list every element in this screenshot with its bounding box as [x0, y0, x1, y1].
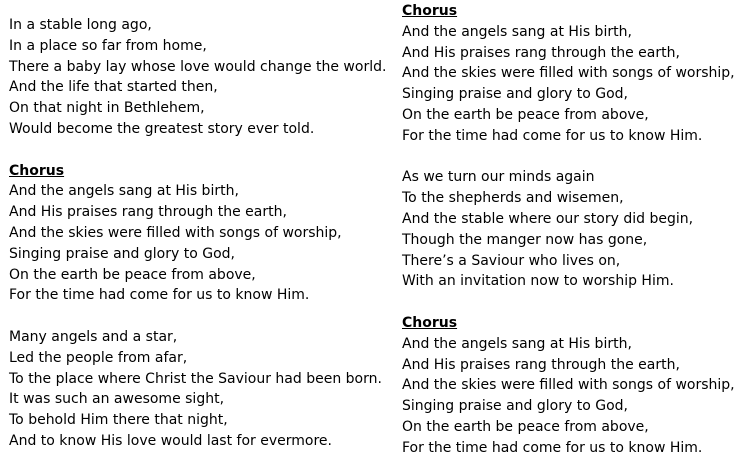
lyric-line: There’s a Saviour who lives on, — [402, 252, 621, 269]
chorus-heading: Chorus — [9, 162, 65, 179]
lyric-line: Though the manger now has gone, — [402, 231, 648, 248]
lyric-line: Singing praise and glory to God, — [402, 398, 628, 415]
lyric-line: Singing praise and glory to God, — [9, 245, 235, 262]
lyric-line: There a baby lay whose love would change the world. — [9, 58, 387, 75]
lyric-line: On the earth be peace from above, — [402, 106, 649, 123]
lyric-line: Many angels and a star, — [9, 328, 178, 345]
verse-3 — [402, 167, 737, 292]
chorus-2 — [402, 1, 737, 147]
chorus-heading: Chorus — [402, 314, 458, 331]
lyric-line: On the earth be peace from above, — [402, 418, 649, 435]
lyric-line: Singing praise and glory to God, — [402, 86, 628, 103]
lyric-line: And to know His love would last for evermore. — [9, 432, 332, 449]
lyric-line: And the angels sang at His birth, — [402, 335, 632, 352]
lyric-line: To the place where Christ the Saviour had been born. — [9, 370, 382, 387]
lyric-line: In a place so far from home, — [9, 37, 207, 54]
lyric-line: And His praises rang through the earth, — [402, 44, 680, 61]
lyric-line: In a stable long ago, — [9, 17, 152, 33]
lyric-line: It was such an awesome sight, — [9, 391, 225, 408]
lyric-line: To the shepherds and wisemen, — [402, 190, 624, 207]
lyric-line: For the time had come for us to know Him. — [9, 287, 310, 304]
lyric-line: And the skies were filled with songs of worship, — [9, 224, 342, 241]
lyric-line: To behold Him there that night, — [9, 412, 228, 429]
chorus-1 — [9, 161, 389, 307]
lyric-line: Led the people from afar, — [9, 349, 188, 366]
lyric-line: For the time had come for us to know Him. — [402, 127, 703, 144]
lyric-line: On that night in Bethlehem, — [9, 100, 205, 117]
lyric-line: And His praises rang through the earth, — [9, 204, 287, 221]
lyric-line: For the time had come for us to know Him. — [402, 439, 703, 456]
verse-2 — [9, 327, 389, 452]
verse-1 — [9, 15, 389, 140]
lyric-line: And the life that started then, — [9, 79, 218, 96]
lyric-line: With an invitation now to worship Him. — [402, 273, 674, 290]
lyric-line: On the earth be peace from above, — [9, 266, 256, 283]
lyric-line: As we turn our minds again — [402, 169, 595, 186]
chorus-heading: Chorus — [402, 3, 458, 19]
lyric-line: And the stable where our story did begin, — [402, 210, 694, 227]
lyric-line: And the angels sang at His birth, — [402, 23, 632, 40]
lyric-line: And the skies were filled with songs of worship, — [402, 65, 735, 82]
right-column — [402, 1, 737, 459]
lyric-line: And His praises rang through the earth, — [402, 356, 680, 373]
lyric-line: Would become the greatest story ever told. — [9, 120, 315, 137]
chorus-3 — [402, 313, 737, 459]
left-column — [9, 15, 389, 452]
lyric-line: And the angels sang at His birth, — [9, 183, 239, 200]
lyric-line: And the skies were filled with songs of worship, — [402, 377, 735, 394]
